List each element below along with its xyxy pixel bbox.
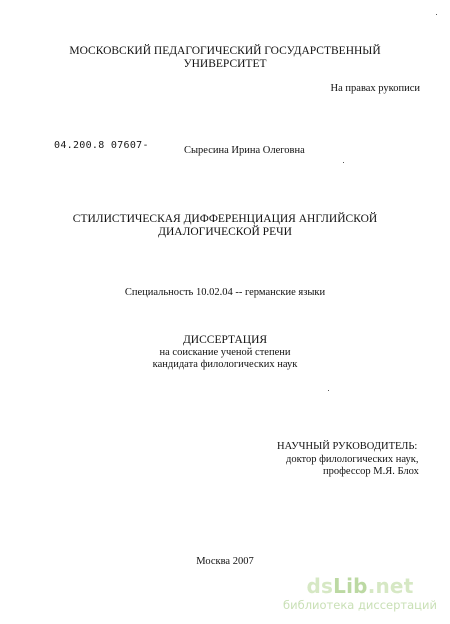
supervisor-degree: доктор филологических наук, xyxy=(286,454,419,465)
scan-speck xyxy=(436,14,437,15)
watermark-logo-suffix: .net xyxy=(367,574,414,598)
university-name-line2: УНИВЕРСИТЕТ xyxy=(183,58,267,70)
watermark-logo-prefix: ds xyxy=(306,574,334,598)
supervisor-heading: НАУЧНЫЙ РУКОВОДИТЕЛЬ: xyxy=(277,441,418,452)
university-name-line1: МОСКОВСКИЙ ПЕДАГОГИЧЕСКИЙ ГОСУДАРСТВЕННЫЙ xyxy=(69,45,381,57)
specialty-line: Специальность 10.02.04 -- германские языки xyxy=(124,287,326,298)
dissertation-heading: ДИССЕРТАЦИЯ xyxy=(182,334,268,346)
watermark-logo-main: Lib xyxy=(333,574,368,598)
scan-speck xyxy=(328,390,329,391)
scan-speck xyxy=(343,162,344,163)
dissertation-degree-line1: на соискание ученой степени xyxy=(159,347,291,358)
supervisor-name: профессор М.Я. Блох xyxy=(323,466,419,477)
dissertation-title-line1: СТИЛИСТИЧЕСКАЯ ДИФФЕРЕНЦИАЦИЯ АНГЛИЙСКОЙ xyxy=(72,213,378,225)
watermark-tagline: библиотека диссертаций xyxy=(283,598,437,612)
dissertation-title-line2: ДИАЛОГИЧЕСКОЙ РЕЧИ xyxy=(158,226,292,238)
dslib-watermark xyxy=(272,574,448,620)
manuscript-rights-note: На правах рукописи xyxy=(330,83,420,94)
dissertation-degree-line2: кандидата филологических наук xyxy=(152,359,298,370)
author-name: Сыресина Ирина Олеговна xyxy=(184,145,305,156)
watermark-logo xyxy=(272,574,448,598)
registration-stamp: 04.200.8 07607- xyxy=(54,140,149,151)
city-and-year: Москва 2007 xyxy=(196,556,254,567)
